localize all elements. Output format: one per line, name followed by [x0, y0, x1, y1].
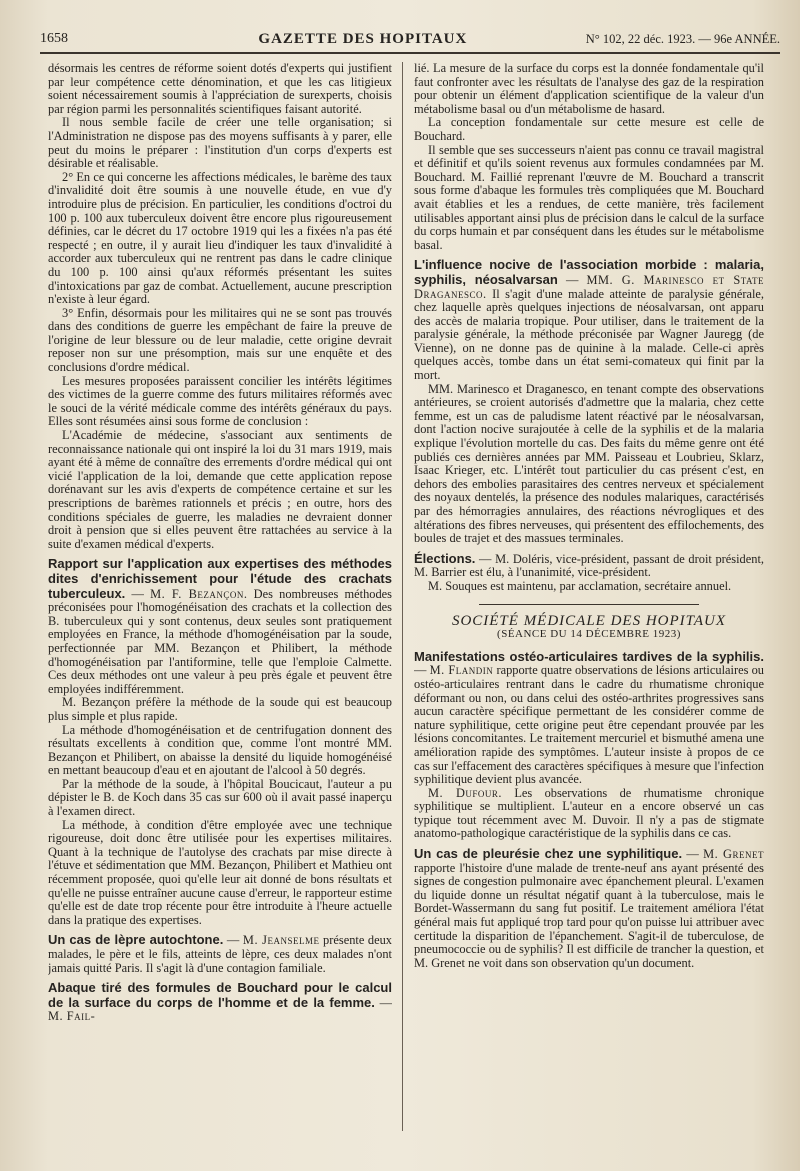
article-bezancon: Rapport sur l'application aux expertises des méthodes dites d'enrichissement pour l'étude des crachats tuberculeux. — M. F. Bezançon. Des nombreuses méthodes préconisées pour l'homogénéisation des crachats et la collection des B. tuberculeux qui y sont contenus, deux seules sont pratiquement employées en France, la méthode d'homogénéisation par la soude, perfectionnée par MM. Bezançon et Philibert, la méthode d'homogénéisation par l'antiformine, telle que l'emploie Calmette. Ces deux méthodes ont une valeur à peu près égale et peuvent être employées indifféremment. [48, 556, 392, 696]
article-abaque: Abaque tiré des formules de Bouchard pour le calcul de la surface du corps de l'homme et de la femme. — M. Fail- [48, 980, 392, 1024]
article-title: L'influence nocive de l'association morbide : malaria, syphilis, néosalvarsan [414, 257, 764, 287]
article-author: M. Jeanselme [242, 933, 320, 948]
article-author: M. Grenet [703, 847, 764, 862]
column-divider [402, 62, 403, 1131]
journal-title: GAZETTE DES HOPITAUX [258, 30, 468, 47]
article-author: M. F. Bezançon. [150, 586, 248, 601]
issue-info: N° 102, 22 déc. 1923. — 96e ANNÉE. [585, 31, 780, 46]
article-author: MM. G. Marinesco et State Draganesco. [414, 272, 764, 301]
right-column [414, 62, 764, 1131]
paragraph: 3° Enfin, désormais pour les militaires qui ne se sont pas trouvés dans des conditions de guerre les empêchant de faire la preuve de l'origine de leur blessure ou de leur maladie, cette origine devrait reposer non sur une présomption, mais sur une enquête et des conclusions d'ordre médical. [48, 305, 392, 375]
paragraph: M. Souques est maintenu, par acclamation, secrétaire annuel. [428, 578, 732, 593]
paragraph: M. Bezançon préfère la méthode de la soude qui est beaucoup plus simple et plus rapide. [48, 695, 392, 723]
article-malaria: L'influence nocive de l'association morbide : malaria, syphilis, néosalvarsan — MM. G. Marinesco et State Draganesco. Il s'agit d'une malade atteinte de paralysie générale, chez laquelle après quelques injections de néosalvarsan, ont apparu des accès de malaria tropique. Pour utiliser, dans le traitement de la paralysie générale, la méthode préconisée par Wagner Jauregg (de Vienne), on ne donne pas de quinine à la malade. Celle-ci après quelques accès, tombe dans un état semi-comateux qui finit par la mort. [414, 257, 764, 383]
paragraph: Par la méthode de la soude, à l'hôpital Boucicaut, l'auteur a pu dépister le B. de Koch dans 35 cas sur 600 où il avait passé inaperçu à l'examen direct. [48, 776, 392, 819]
article-text: rapporte l'histoire d'une malade de trente-neuf ans ayant présenté des signes de congestion pulmonaire avec épanchement pleural. L'examen du liquide donne un résultat négatif quant à la tuberculose, mais le Bordet-Wassermann du sang fut positif. Le traitement améliora l'état général mais fut appliqué trop tard pour qu'on puisse lui attribuer avec certitude la disparition de l'épanchement. S'agit-il de tuberculose, de pneumococcie ou de syphilis? Il est difficile de trancher la question, et M. Grenet ne voit dans son observation qu'un document. [414, 860, 764, 970]
article-author: M. Fail- [48, 1009, 96, 1024]
article-text: Il s'agit d'une malade atteinte de paralysie générale, chez laquelle après quelques injections de néosalvarsan, ont apparu des accès de malaria tropique. Pour utiliser, dans le traitement de la paralysie générale, la méthode préconisée par Wagner Jauregg (de Vienne), on ne donne pas de quinine à la malade. Celle-ci après quelques accès, tombe dans un état semi-comateux qui finit par la mort. [414, 286, 764, 383]
article-title: Un cas de lèpre autochtone. [48, 932, 224, 948]
article-title: Élections. [414, 550, 476, 566]
article-author: M. Dufour. [428, 785, 503, 800]
article-text: M. Doléris, vice-président, passant de droit président, M. Barrier est élu, à l'unanimité, vice-président. [414, 551, 764, 580]
article-osteo: Manifestations ostéo-articulaires tardives de la syphilis. — M. Flandin rapporte quatre observations de lésions articulaires ou ostéo-articulaires rentrant dans le cadre du rhumatisme chronique déformant ou non, ou dans celui des ostéo-arthrites progressives sans aucun caractère spécifique permettant de les considérer comme de nature syphilitique, cette origine peut être cependant prouvée par les lésions concomitantes. Le traitement mercuriel et bismuthé amena une amélioration rapide des symptômes. L'auteur insiste à propos de ce cas sur l'effacement des caractères spécifiques à mesure que l'infection syphilitique devient plus avancée. [414, 648, 764, 787]
article-title: Rapport sur l'application aux expertises des méthodes dites d'enrichissement pour l'étude des crachats tuberculeux. [48, 556, 392, 601]
paragraph: 2° En ce qui concerne les affections médicales, le barème des taux d'invalidité doit être soumis à une nouvelle étude, en vue d'y introduire plus de précision. En particulier, les conditions d'octroi du 100 p. 100 aux tuberculeux doivent être encore plus rigoureusement définies, car le décret du 17 octobre 1919 qui les a fixées n'a pas été respecté ; en outre, il y aurait lieu d'indiquer les taux d'invalidité à accorder aux tuberculeux qui ne rentrent pas dans le cadre clinique du 100 p. 100 ainsi qu'aux réformés présentant les suites d'intoxications par gaz de combat. Actuellement, aucune prescription n'existe à leur égard. [48, 169, 392, 307]
paragraph: L'Académie de médecine, s'associant aux sentiments de reconnaissance nationale qui ont inspiré la loi du 31 mars 1919, mais ayant été à même de connaître des errements d'ordre médical qui ont vicié l'application de la loi, demande que cette application repose dorénavant sur les avis d'experts de compétence certaine et sur les prescriptions de barèmes rationnels et précis ; en outre, hors des conditions spéciales de guerre, les maladies ne devraient donner droit à pension que si elles peuvent être rattachées au service à la suite d'examen médical d'experts. [48, 428, 392, 551]
article-title: Abaque tiré des formules de Bouchard pour le calcul de la surface du corps de l'homme et de la femme. [48, 980, 392, 1010]
article-title: Manifestations ostéo-articulaires tardives de la syphilis. [414, 648, 764, 664]
paragraph: désormais les centres de réforme soient dotés d'experts qui justifient par leur compétence cette dénomination, et que les cas litigieux soient nécessairement soumis à l'appréciation de surexperts, choisis par région parmi les personnalités scientifiques faisant autorité. [48, 62, 392, 116]
paragraph [414, 787, 764, 841]
article-title: Un cas de pleurésie chez une syphilitique. [414, 846, 683, 862]
paragraph: Les mesures proposées paraissent concilier les intérêts légitimes des victimes de la guerre comme des futurs militaires réformés avec le souci de la vérité médicale comme des intérêts généraux du pays. Elles sont résumées ainsi sous forme de conclusion : [48, 373, 392, 429]
article-text: présente deux malades, le père et le fils, atteints de lèpre, ces deux malades n'ont jamais quitté Paris. Il s'agit là d'une contagion familiale. [48, 933, 392, 975]
paragraph: La méthode, à condition d'être employée avec une technique rigoureuse, doit donc être utilisée pour les expertises militaires. Quant à la technique de l'autolyse des crachats par mise directe à l'étuve et sédimentation que MM. Bezançon, Philibert et Mathieu ont récemment proposée, quoi qu'elle leur ait donné de bons résultats et qu'elle ne puisse entraîner aucune cause d'erreur, le rapporteur estime qu'elle est de date trop récente pour être introduite à l'heure actuelle dans la pratique des expertises. [48, 817, 392, 927]
left-column [48, 62, 392, 1131]
paragraph: MM. Marinesco et Draganesco, en tenant compte des observations antérieures, se croient autorisés d'admettre que la malaria, chez cette femme, est un cas de paludisme latent réactivé par le néosalvarsan, dont l'action nocive surajoutée à celle de la syphilis et de la malaria explique l'évolution mortelle du cas. Des faits du même genre ont été publiés ces dernières années par MM. Paisseau et Loubrieu, Sklarz, Isaac Krieger, etc. L'intérêt tout particulier du cas présent c'est, en dehors des embolies parasitaires des centres nerveux et spécialement des noyaux dentelés, la présence des nodules malariques, caractérisés par des hémorragies annulaires, des réactions névrogliques et des altérations des fibres nerveuses, qui présentent des effilochements, des boules de trajet et des massues terminales. [414, 381, 764, 546]
page-number: 1658 [40, 31, 68, 46]
paragraph: La conception fondamentale sur cette mesure est celle de Bouchard. [414, 115, 764, 143]
section-rule [479, 604, 699, 605]
article-elections: Élections. — M. Doléris, vice-président, passant de droit président, M. Barrier est élu, à l'unanimité, vice-président. [414, 550, 764, 580]
paragraph: Il semble que ses successeurs n'aient pas connu ce travail magistral et définitif et qu'ils soient revenus aux formules condamnées par M. Bouchard. M. Faillié reprenant l'œuvre de M. Bouchard a transcrit sous forme d'abaque les formules très compliquées que M. Bouchard avait établies et les a rendues, de cette manière, très facilement utilisables apportant ainsi plus de précision dans le calcul de la surface du corps humain et par conséquent dans les études sur le métabolisme basal. [414, 142, 764, 252]
paragraph: La méthode d'homogénéisation et de centrifugation donnent des résultats excellents à condition que, comme l'ont montré MM. Bezançon et Philibert, on abaisse la densité du liquide homogénéisé en mettant beaucoup d'eau et en ajoutant de l'alcool à 50 degrés. [48, 722, 392, 778]
paragraph: Il nous semble facile de créer une telle organisation; si l'Administration ne dispose pas des moyens suffisants à y parer, elle peut du moins le préparer : l'institution d'un corps d'experts est désirable et réalisable. [48, 115, 392, 171]
session-date: (SÉANCE DU 14 DÉCEMBRE 1923) [497, 628, 681, 641]
article-text: rapporte quatre observations de lésions articulaires ou ostéo-articulaires rentrant dans le cadre du rhumatisme chronique déformant ou non, ou dans celui des ostéo-arthrites progressives sans aucun caractère spécifique permettant de les considérer comme de nature syphilitique, cette origine peut être cependant prouvée par les lésions concomitantes. Le traitement mercuriel et bismuthé amena une amélioration rapide des symptômes. L'auteur insiste à propos de ce cas sur l'effacement des caractères spécifiques à mesure que l'infection syphilitique devient plus avancée. [414, 663, 764, 787]
article-text: Les observations de rhumatisme chronique syphilitique se multiplient. L'auteur en a encore observé un cas typique tout récemment avec M. Duvoir. Il n'y a pas de stigmate anatomo-pathologique caractéristique de la syphilis dans ce cas. [414, 785, 764, 841]
article-text: Des nombreuses méthodes préconisées pour l'homogénéisation des crachats et la collection des B. tuberculeux qui y sont contenus, deux seules sont pratiquement employées en France, la méthode d'homogénéisation par la soude, perfectionnée par MM. Bezançon et Philibert, la méthode d'homogénéisation par l'antiformine, telle que l'emploie Calmette. Ces deux méthodes ont une valeur à peu près égale et peuvent être employées indifféremment. [48, 586, 392, 696]
article-pleuresie: Un cas de pleurésie chez une syphilitique. — M. Grenet rapporte l'histoire d'une malade de trente-neuf ans ayant présenté des signes de congestion pulmonaire avec épanchement pleural. L'examen du liquide donne un résultat négatif quant à la tuberculose, mais le Bordet-Wassermann du sang fut positif. Le traitement améliora l'état général mais fut appliqué trop tard pour qu'on puisse lui attribuer avec certitude la disparition de l'épanchement. S'agit-il de tuberculose, de pneumococcie ou de syphilis? Il est difficile de trancher la question, et M. Grenet ne voit dans son observation qu'un document. [414, 846, 764, 970]
paragraph: lié. La mesure de la surface du corps est la donnée fondamentale qu'il faut confronter avec les résultats de l'analyse des gaz de la respiration pour obtenir un élément d'application scientifique de la valeur d'un métabolisme basal ou d'un métabolisme de hasard. [414, 62, 764, 116]
article-author: M. Flandin [429, 663, 494, 678]
article-lepre: Un cas de lèpre autochtone. — M. Jeanselme présente deux malades, le père et le fils, atteints de lèpre, ces deux malades n'ont jamais quitté Paris. Il s'agit là d'une contagion familiale. [48, 932, 392, 975]
society-heading: SOCIÉTÉ MÉDICALE DES HOPITAUX [451, 612, 727, 629]
page-header [40, 26, 780, 54]
